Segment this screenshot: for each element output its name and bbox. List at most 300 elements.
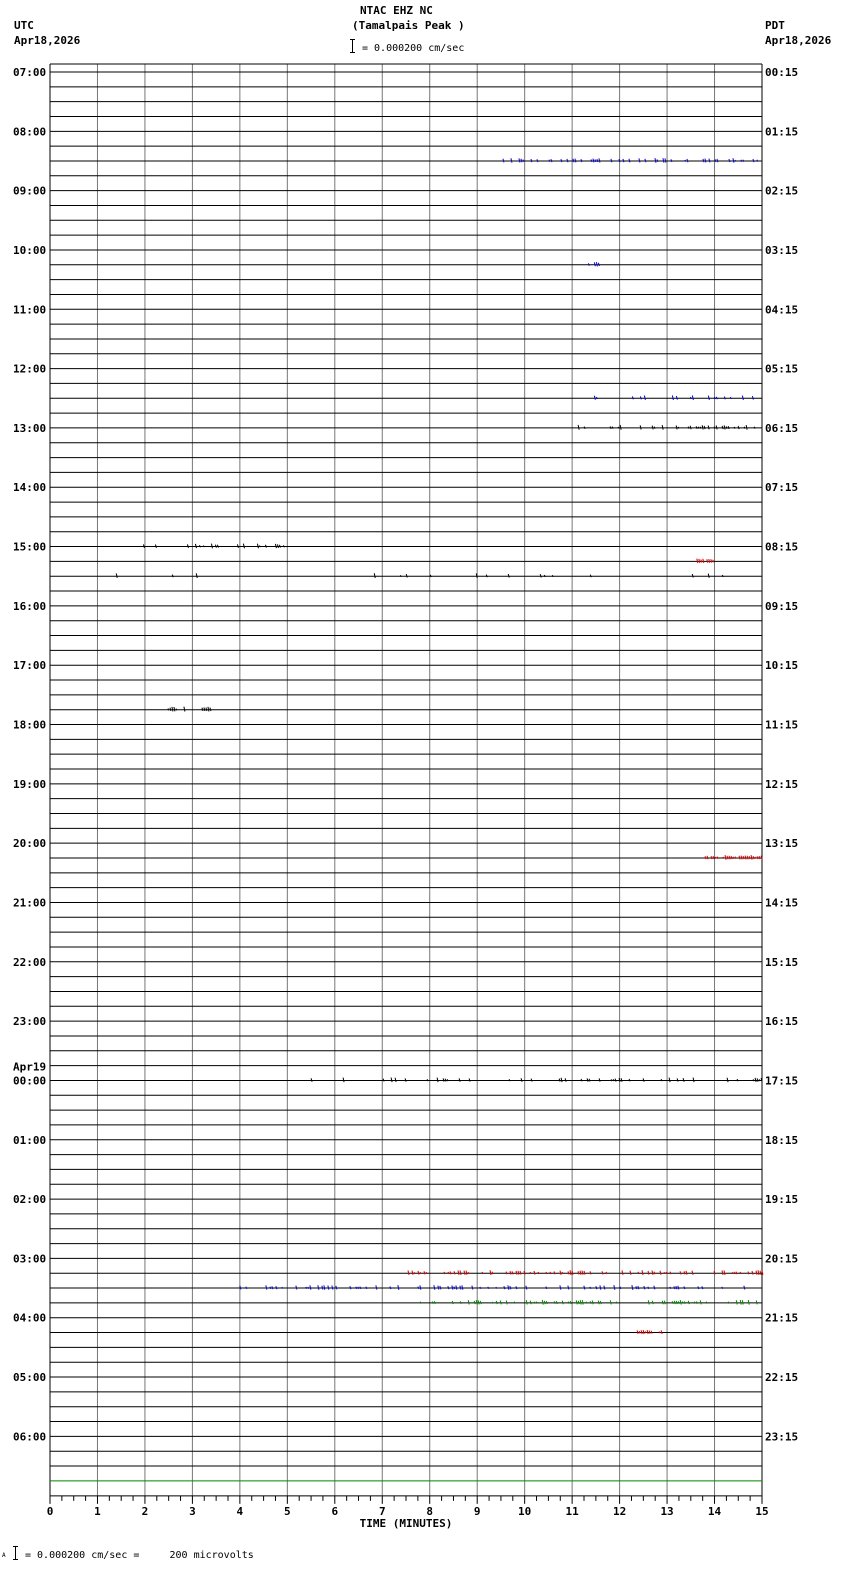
event-tick xyxy=(724,397,725,400)
event-tick xyxy=(722,426,723,429)
event-tick xyxy=(660,1271,661,1275)
x-tick-label: 9 xyxy=(473,1504,481,1518)
event-tick xyxy=(581,1079,582,1081)
event-tick xyxy=(531,159,532,162)
event-tick xyxy=(462,1285,463,1289)
event-tick xyxy=(516,1286,517,1289)
event-tick xyxy=(726,426,727,428)
seismic-event xyxy=(240,1285,745,1290)
pdt-hour-label: 00:15 xyxy=(765,66,799,79)
event-tick xyxy=(715,159,716,162)
utc-hour-label: 13:00 xyxy=(13,421,47,435)
event-tick xyxy=(466,1271,467,1275)
event-tick xyxy=(430,575,431,577)
utc-hour-label: 01:00 xyxy=(13,1133,47,1147)
event-tick xyxy=(749,856,750,859)
event-tick xyxy=(174,707,175,711)
event-tick xyxy=(276,1286,277,1289)
event-tick xyxy=(521,1078,522,1082)
event-tick xyxy=(722,1271,723,1275)
event-tick xyxy=(639,158,640,162)
event-tick xyxy=(468,1300,469,1304)
event-tick xyxy=(500,1300,501,1304)
event-tick xyxy=(747,856,748,860)
event-tick xyxy=(648,1271,649,1275)
event-tick xyxy=(756,1300,757,1304)
event-tick xyxy=(480,1301,481,1304)
event-tick xyxy=(460,1286,461,1290)
utc-hour-label: 20:00 xyxy=(13,837,47,851)
event-tick xyxy=(717,159,718,162)
event-tick xyxy=(652,1271,653,1275)
event-tick xyxy=(736,1272,737,1275)
event-tick xyxy=(639,1331,640,1333)
event-tick xyxy=(643,1078,644,1081)
event-tick xyxy=(644,395,645,399)
event-tick xyxy=(735,857,736,859)
event-tick xyxy=(708,574,709,578)
event-tick xyxy=(424,1271,425,1274)
utc-hour-label: 12:00 xyxy=(13,362,47,376)
x-tick-label: 11 xyxy=(565,1504,579,1518)
x-tick-label: 5 xyxy=(284,1504,291,1518)
x-tick-label: 12 xyxy=(612,1504,627,1518)
event-tick xyxy=(172,575,173,578)
event-tick xyxy=(390,1286,391,1289)
event-tick xyxy=(412,1271,413,1275)
event-tick xyxy=(683,1078,684,1082)
event-tick xyxy=(738,426,739,429)
event-tick xyxy=(703,559,704,563)
event-tick xyxy=(277,544,278,548)
utc-hour-label: 10:00 xyxy=(13,243,47,257)
pdt-hour-label: 01:15 xyxy=(765,125,799,139)
event-tick xyxy=(540,574,541,577)
event-tick xyxy=(452,1286,453,1290)
event-tick xyxy=(755,1078,756,1082)
event-tick xyxy=(460,1271,461,1275)
event-tick xyxy=(170,708,171,711)
pdt-hour-label: 06:15 xyxy=(765,421,799,435)
event-tick xyxy=(452,1301,453,1304)
event-tick xyxy=(530,1301,531,1305)
event-tick xyxy=(383,1079,384,1082)
pdt-hour-label: 13:15 xyxy=(765,837,799,851)
utc-hour-label: 21:00 xyxy=(13,896,47,910)
event-tick xyxy=(464,1271,465,1275)
event-tick xyxy=(638,1272,639,1274)
event-tick xyxy=(698,1286,699,1289)
event-tick xyxy=(155,544,156,547)
event-tick xyxy=(210,708,211,711)
event-tick xyxy=(526,1286,527,1290)
event-tick xyxy=(729,856,730,859)
event-tick xyxy=(622,1270,623,1275)
event-tick xyxy=(343,1078,344,1083)
event-tick xyxy=(742,396,743,400)
event-tick xyxy=(454,1271,455,1274)
event-tick xyxy=(508,574,509,577)
event-tick xyxy=(275,544,276,548)
event-tick xyxy=(751,855,752,860)
event-tick xyxy=(728,426,729,429)
event-tick xyxy=(692,395,693,400)
event-tick xyxy=(328,1286,329,1290)
x-tick-label: 2 xyxy=(141,1504,149,1518)
event-tick xyxy=(702,425,703,429)
event-tick xyxy=(594,396,595,400)
event-tick xyxy=(724,425,725,429)
left-date: Apr18,2026 xyxy=(14,34,81,47)
event-tick xyxy=(593,159,594,163)
event-tick xyxy=(696,1301,697,1303)
event-tick xyxy=(506,1272,507,1275)
event-tick xyxy=(296,1286,297,1290)
event-tick xyxy=(584,1271,585,1275)
event-tick xyxy=(511,158,512,162)
event-tick xyxy=(716,426,717,430)
event-tick xyxy=(670,1272,671,1274)
event-tick xyxy=(374,573,375,578)
event-tick xyxy=(704,426,705,429)
event-tick xyxy=(448,1286,449,1289)
event-tick xyxy=(652,426,653,430)
event-tick xyxy=(172,707,173,711)
event-tick xyxy=(591,159,592,161)
footer-prefix: A xyxy=(2,1552,6,1559)
event-tick xyxy=(684,1286,685,1289)
event-tick xyxy=(678,1286,679,1289)
event-tick xyxy=(508,1285,509,1289)
event-tick xyxy=(592,1301,593,1305)
event-tick xyxy=(554,1271,555,1274)
event-tick xyxy=(418,1271,419,1275)
event-tick xyxy=(740,1300,741,1305)
event-tick xyxy=(690,426,691,429)
event-tick xyxy=(705,856,706,859)
event-tick xyxy=(437,1078,438,1083)
pdt-hour-label: 05:15 xyxy=(765,362,799,376)
event-tick xyxy=(651,1331,652,1334)
event-tick xyxy=(629,1079,630,1081)
seismic-event xyxy=(168,707,211,712)
event-tick xyxy=(537,159,538,162)
event-tick xyxy=(456,1285,457,1289)
utc-hour-label: 05:00 xyxy=(13,1371,47,1385)
event-tick xyxy=(324,1285,325,1289)
event-tick xyxy=(472,1286,473,1290)
event-tick xyxy=(733,158,734,162)
event-tick xyxy=(630,1271,631,1275)
event-tick xyxy=(649,1331,650,1334)
event-tick xyxy=(610,1300,611,1304)
event-tick xyxy=(684,1301,685,1303)
utc-hour-label: 04:00 xyxy=(13,1311,47,1325)
seismic-event xyxy=(143,544,284,549)
event-tick xyxy=(597,159,598,162)
event-tick xyxy=(438,1286,439,1290)
pdt-hour-label: 09:15 xyxy=(765,599,799,613)
pdt-hour-label: 03:15 xyxy=(765,243,799,257)
event-tick xyxy=(590,1301,591,1303)
event-tick xyxy=(760,1271,761,1275)
event-tick xyxy=(688,1301,689,1304)
event-tick xyxy=(664,1301,665,1305)
event-tick xyxy=(544,1301,545,1304)
event-tick xyxy=(742,1300,743,1304)
event-tick xyxy=(692,574,693,577)
event-tick xyxy=(702,1286,703,1289)
event-tick xyxy=(454,1287,455,1289)
event-tick xyxy=(598,1301,599,1305)
event-tick xyxy=(576,1300,577,1304)
event-tick xyxy=(272,1286,273,1289)
event-tick xyxy=(676,1301,677,1304)
event-tick xyxy=(703,159,704,162)
date-change-label: Apr19 xyxy=(13,1060,47,1074)
event-tick xyxy=(257,544,258,549)
right-date: Apr18,2026 xyxy=(765,34,832,47)
event-tick xyxy=(196,573,197,578)
event-tick xyxy=(546,1287,547,1289)
event-tick xyxy=(680,1271,681,1274)
utc-hour-label: 23:00 xyxy=(13,1015,47,1029)
event-tick xyxy=(621,1078,622,1082)
seismic-event xyxy=(697,559,714,563)
event-tick xyxy=(736,1300,737,1304)
event-tick xyxy=(741,856,742,860)
event-tick xyxy=(243,544,244,549)
event-tick xyxy=(648,1300,649,1304)
event-tick xyxy=(643,1330,644,1334)
event-tick xyxy=(440,1286,441,1290)
event-tick xyxy=(518,1271,519,1275)
event-tick xyxy=(279,545,280,548)
event-tick xyxy=(590,575,591,578)
event-tick xyxy=(676,1286,677,1289)
event-tick xyxy=(729,159,730,162)
event-tick xyxy=(565,1078,566,1081)
event-tick xyxy=(595,159,596,162)
x-tick-label: 14 xyxy=(707,1504,722,1518)
event-tick xyxy=(674,1286,675,1289)
pdt-hour-label: 10:15 xyxy=(765,659,799,673)
event-tick xyxy=(696,426,697,428)
event-tick xyxy=(594,262,595,266)
event-tick xyxy=(604,1286,605,1290)
event-tick xyxy=(752,1271,753,1275)
event-tick xyxy=(727,856,728,859)
x-tick-label: 1 xyxy=(94,1504,101,1518)
x-tick-label: 13 xyxy=(660,1504,674,1518)
site-name: (Tamalpais Peak ) xyxy=(352,19,465,32)
event-tick xyxy=(661,1330,662,1334)
event-tick xyxy=(510,1286,511,1289)
event-tick xyxy=(395,1078,396,1082)
event-tick xyxy=(707,559,708,563)
event-tick xyxy=(266,1285,267,1289)
event-tick xyxy=(575,159,576,163)
event-tick xyxy=(665,158,666,162)
event-tick xyxy=(318,1285,319,1289)
event-tick xyxy=(600,1285,601,1289)
event-tick xyxy=(332,1286,333,1290)
event-tick xyxy=(602,1271,603,1274)
event-tick xyxy=(492,1272,493,1274)
event-tick xyxy=(632,1285,633,1290)
event-tick xyxy=(596,262,597,266)
event-tick xyxy=(708,396,709,400)
event-tick xyxy=(322,1286,323,1290)
event-tick xyxy=(458,1271,459,1275)
event-tick xyxy=(310,1285,311,1289)
pdt-hour-label: 02:15 xyxy=(765,184,799,198)
event-tick xyxy=(526,1300,527,1304)
event-tick xyxy=(560,1271,561,1275)
event-tick xyxy=(699,559,700,563)
event-tick xyxy=(701,560,702,563)
seismic-event xyxy=(637,1330,662,1334)
event-tick xyxy=(637,1330,638,1333)
event-tick xyxy=(684,1271,685,1274)
event-tick xyxy=(638,1286,639,1289)
event-tick xyxy=(418,1287,419,1289)
event-tick xyxy=(561,159,562,162)
event-tick xyxy=(578,425,579,430)
event-tick xyxy=(743,856,744,859)
event-tick xyxy=(443,1078,444,1081)
event-tick xyxy=(671,159,672,162)
event-tick xyxy=(662,425,663,430)
pdt-hour-label: 12:15 xyxy=(765,777,799,791)
event-tick xyxy=(581,159,582,162)
event-tick xyxy=(687,159,688,162)
event-tick xyxy=(677,1078,678,1081)
event-tick xyxy=(519,158,520,162)
event-tick xyxy=(486,575,487,578)
station-title: NTAC EHZ NC xyxy=(360,4,433,17)
seismic-event xyxy=(311,1078,762,1083)
event-tick xyxy=(496,1301,497,1304)
utc-hour-label: 18:00 xyxy=(13,718,47,732)
event-tick xyxy=(336,1286,337,1289)
event-tick xyxy=(551,159,552,162)
event-tick xyxy=(360,1287,361,1289)
event-tick xyxy=(420,1285,421,1289)
x-tick-label: 0 xyxy=(46,1504,54,1518)
event-tick xyxy=(731,856,732,859)
utc-hour-label: 22:00 xyxy=(13,955,47,969)
event-tick xyxy=(756,1271,757,1275)
event-tick xyxy=(641,1330,642,1334)
x-tick-label: 10 xyxy=(518,1504,532,1518)
event-tick xyxy=(752,396,753,399)
event-tick xyxy=(727,1078,728,1082)
event-tick xyxy=(757,1078,758,1081)
event-tick xyxy=(208,707,209,712)
pdt-hour-label: 15:15 xyxy=(765,955,799,969)
event-tick xyxy=(669,1078,670,1083)
utc-hour-label: 09:00 xyxy=(13,184,47,198)
event-tick xyxy=(202,708,203,711)
pdt-hour-label: 22:15 xyxy=(765,1371,799,1385)
event-tick xyxy=(748,1300,749,1305)
event-tick xyxy=(460,1301,461,1303)
event-tick xyxy=(265,545,266,548)
event-tick xyxy=(570,1301,571,1304)
x-tick-label: 6 xyxy=(331,1504,339,1518)
event-tick xyxy=(512,1271,513,1274)
event-tick xyxy=(434,1285,435,1290)
event-tick xyxy=(663,158,664,162)
event-tick xyxy=(678,1301,679,1303)
event-tick xyxy=(391,1078,392,1083)
event-tick xyxy=(599,158,600,162)
event-tick xyxy=(697,559,698,563)
utc-hour-label: 02:00 xyxy=(13,1193,47,1207)
event-tick xyxy=(640,425,641,429)
event-tick xyxy=(713,560,714,563)
utc-hour-label: 08:00 xyxy=(13,125,47,139)
event-tick xyxy=(204,707,205,711)
event-tick xyxy=(582,1300,583,1304)
event-tick xyxy=(554,1301,555,1303)
event-tick xyxy=(744,1286,745,1290)
event-tick xyxy=(614,1285,615,1290)
event-tick xyxy=(584,427,585,429)
pdt-hour-label: 20:15 xyxy=(765,1252,799,1266)
event-tick xyxy=(405,1078,406,1081)
event-tick xyxy=(350,1286,351,1289)
utc-hour-label: 16:00 xyxy=(13,599,47,613)
event-tick xyxy=(644,1286,645,1289)
event-tick xyxy=(647,1330,648,1334)
seismic-event xyxy=(408,1270,763,1275)
event-tick xyxy=(206,708,207,711)
event-tick xyxy=(652,1301,653,1304)
utc-hour-label: 03:00 xyxy=(13,1252,47,1266)
seismic-event xyxy=(420,1300,757,1305)
event-tick xyxy=(523,160,524,162)
utc-hour-label: 06:00 xyxy=(13,1430,47,1444)
event-tick xyxy=(759,856,760,859)
event-tick xyxy=(717,857,718,859)
utc-hour-label: 00:00 xyxy=(13,1074,47,1088)
event-tick xyxy=(640,396,641,399)
event-tick xyxy=(713,856,714,859)
utc-hour-label: 11:00 xyxy=(13,303,47,317)
event-tick xyxy=(406,574,407,577)
pdt-hour-label: 14:15 xyxy=(765,896,799,910)
event-tick xyxy=(655,158,656,163)
scale-label: = 0.000200 cm/sec xyxy=(362,43,465,54)
event-tick xyxy=(700,1300,701,1304)
utc-hour-label: 07:00 xyxy=(13,66,47,79)
event-tick xyxy=(559,1079,560,1082)
pdt-hour-label: 11:15 xyxy=(765,718,799,732)
pdt-hour-label: 23:15 xyxy=(765,1430,799,1444)
event-tick xyxy=(546,1301,547,1304)
event-tick xyxy=(610,426,611,428)
event-tick xyxy=(705,159,706,163)
event-tick xyxy=(534,1271,535,1275)
utc-hour-label: 15:00 xyxy=(13,540,47,554)
event-tick xyxy=(217,545,218,548)
event-tick xyxy=(725,855,726,860)
pdt-hour-label: 08:15 xyxy=(765,540,799,554)
event-tick xyxy=(215,545,216,548)
event-tick xyxy=(636,1286,637,1289)
